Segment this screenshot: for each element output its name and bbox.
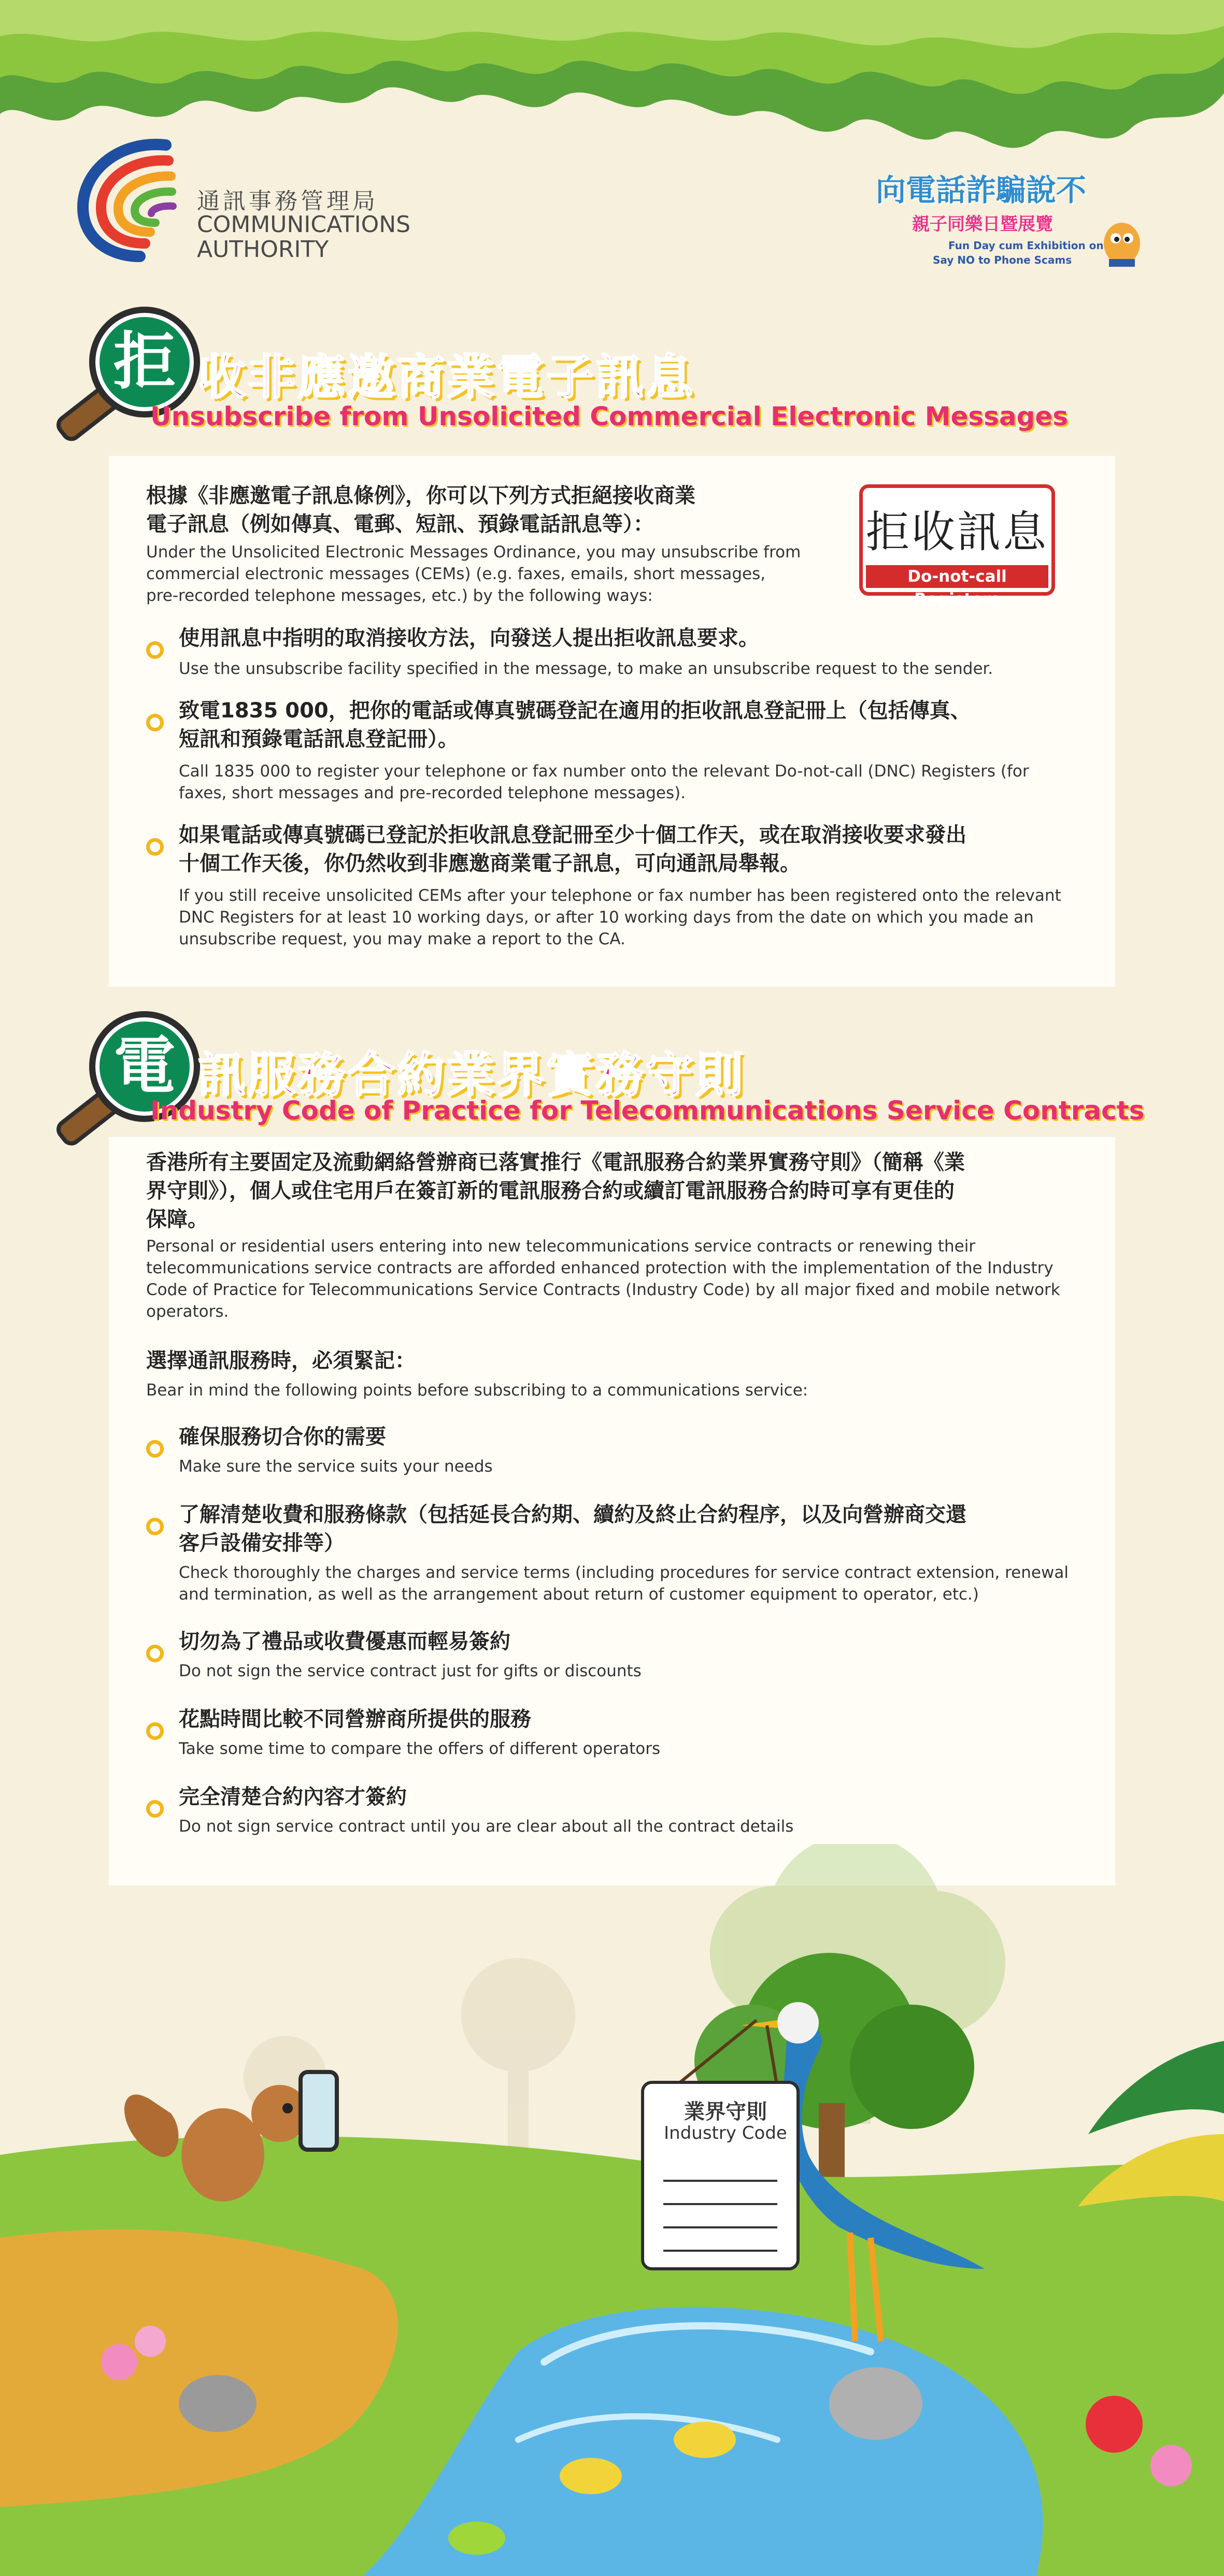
- event-en-line1: Fun Day cum Exhibition on: [948, 239, 1104, 252]
- section2-intro-en-line3: Code of Practice for Telecommunications Service Contracts (Industry Code) by all major fixed and mobile network: [146, 1280, 1060, 1299]
- section2-item5-zh: 完全清楚合約內容才簽約: [179, 1785, 407, 1809]
- section2-item3-en: Do not sign the service contract just for gifts or discounts: [179, 1662, 642, 1680]
- section2-item1-en: Make sure the service suits your needs: [179, 1457, 493, 1476]
- section1-item2-en-line2: faxes, short messages and pre-recorded telephone messages).: [179, 784, 686, 802]
- event-title: 向電話詐騙說不: [876, 172, 1087, 208]
- section2-intro-en-line1: Personal or residential users entering into new telecommunications service contracts or renewing their: [146, 1237, 976, 1256]
- section2-item2-zh-line2: 客戶設備安排等）: [179, 1531, 345, 1555]
- sign-text-zh: 業界守則: [684, 2100, 767, 2124]
- bullet-icon: [146, 1440, 164, 1458]
- section1-item3-en-line2: DNC Registers for at least 10 working days, or after 10 working days from the date on which you made an: [179, 908, 1034, 927]
- section1-title-en: Unsubscribe from Unsolicited Commercial Electronic Messages: [150, 401, 1069, 431]
- section2-intro-en-line4: operators.: [146, 1302, 229, 1321]
- section1-item3-zh-line2: 十個工作天後，你仍然收到非應邀商業電子訊息，可向通訊局舉報。: [179, 852, 801, 875]
- bullet-icon: [146, 641, 164, 659]
- bullet-icon: [146, 1722, 164, 1740]
- dnc-logo-zh: 拒收訊息: [865, 507, 1048, 557]
- section2-intro-zh-line2: 界守則》），個人或住宅用戶在簽訂新的電訊服務合約或續訂電訊服務合約時可享有更佳的: [146, 1179, 955, 1203]
- event-subtitle: 親子同樂日暨展覽: [912, 214, 1053, 235]
- section2-intro-zh-line1: 香港所有主要固定及流動網絡營辦商已落實推行《電訊服務合約業界實務守則》（簡稱《業: [146, 1150, 965, 1174]
- ca-name-en-line2: AUTHORITY: [197, 236, 329, 263]
- section2-item4-zh: 花點時間比較不同營辦商所提供的服務: [179, 1707, 531, 1731]
- sign-text-en: Industry Code: [664, 2123, 787, 2143]
- section1-item3-en-line3: unsubscribe request, you may make a report to the CA.: [179, 930, 625, 948]
- section2-item2-en-line1: Check thoroughly the charges and service terms (including procedures for service contract extension, renewal: [179, 1563, 1069, 1582]
- section2-intro-en-line2: telecommunications service contracts are afforded enhanced protection with the implementation of the Industry: [146, 1259, 1054, 1277]
- bullet-icon: [146, 1800, 164, 1818]
- section1-intro-en-line2: commercial electronic messages (CEMs) (e.g. faxes, emails, short messages,: [146, 565, 766, 583]
- section2-item3-zh: 切勿為了禮品或收費優惠而輕易簽約: [179, 1630, 510, 1653]
- bullet-icon: [146, 1518, 164, 1535]
- section2-item2-zh-line1: 了解清楚收費和服務條款（包括延長合約期、續約及終止合約程序，以及向營辦商交還: [179, 1503, 966, 1527]
- section2-intro-zh-line3: 保障。: [146, 1207, 208, 1231]
- section2-item1-zh: 確保服務切合你的需要: [179, 1425, 386, 1449]
- section2-badge: 電: [89, 1011, 200, 1122]
- section1-intro-en-line3: pre-recorded telephone messages, etc.) by the following ways:: [146, 586, 653, 605]
- event-en-line2: Say NO to Phone Scams: [933, 254, 1072, 266]
- section1-item2-en-line1: Call 1835 000 to register your telephone or fax number onto the relevant Do-not-call (DNC) Registers (for: [179, 762, 1029, 781]
- event-logo: [865, 155, 1156, 280]
- section1-item2-zh-line1: 致電1835 000，把你的電話或傳真號碼登記在適用的拒收訊息登記冊上（包括傳真、: [179, 699, 971, 723]
- section1-intro-en-line1: Under the Unsolicited Electronic Messages Ordinance, you may unsubscribe from: [146, 543, 801, 562]
- nature-scene-illustration: [0, 1844, 1224, 2576]
- section1-item2-zh-line2: 短訊和預錄電話訊息登記冊）。: [179, 727, 459, 751]
- section1-item1-en: Use the unsubscribe facility specified in the message, to make an unsubscribe request to the sender.: [179, 659, 993, 678]
- dnc-logo-en: Do-not-call Registers: [866, 565, 1048, 588]
- section2-item2-en-line2: and termination, as well as the arrangement about return of customer equipment to operator, etc.): [179, 1585, 979, 1604]
- section2-title-en: Industry Code of Practice for Telecommunications Service Contracts: [150, 1096, 1145, 1126]
- section2-panel: [109, 1137, 1115, 1886]
- bullet-icon: [146, 838, 164, 856]
- section1-intro-zh-line1: 根據《非應邀電子訊息條例》，你可以下列方式拒絕接收商業: [146, 484, 695, 508]
- section1-title-zh: 收非應邀商業電子訊息: [198, 350, 696, 405]
- section1-item3-zh-line1: 如果電話或傳真號碼已登記於拒收訊息登記冊至少十個工作天，或在取消接收要求發出: [179, 823, 966, 847]
- mascot-icon: [1099, 212, 1145, 269]
- section1-intro-zh-line2: 電子訊息（例如傳真、電郵、短訊、預錄電話訊息等）：: [146, 512, 654, 536]
- section1-item1-zh: 使用訊息中指明的取消接收方法，向發送人提出拒收訊息要求。: [179, 626, 759, 650]
- do-not-call-registers-logo: [859, 484, 1055, 609]
- bullet-icon: [146, 714, 164, 731]
- ca-name-zh: 通訊事務管理局: [197, 188, 378, 214]
- section2-remember-zh: 選擇通訊服務時，必須緊記：: [146, 1349, 416, 1373]
- ca-name-en-line1: COMMUNICATIONS: [197, 211, 411, 238]
- section2-remember-en: Bear in mind the following points before subscribing to a communications service:: [146, 1381, 808, 1400]
- section1-badge: 拒: [89, 307, 200, 418]
- section1-item3-en-line1: If you still receive unsolicited CEMs after your telephone or fax number has been registered onto the relevant: [179, 886, 1061, 905]
- communications-authority-logo: [62, 129, 197, 269]
- section2-item4-en: Take some time to compare the offers of different operators: [179, 1739, 661, 1758]
- section2-title-zh: 訊服務合約業界實務守則: [198, 1047, 746, 1103]
- bullet-icon: [146, 1645, 164, 1662]
- section2-item5-en: Do not sign service contract until you are clear about all the contract details: [179, 1817, 794, 1836]
